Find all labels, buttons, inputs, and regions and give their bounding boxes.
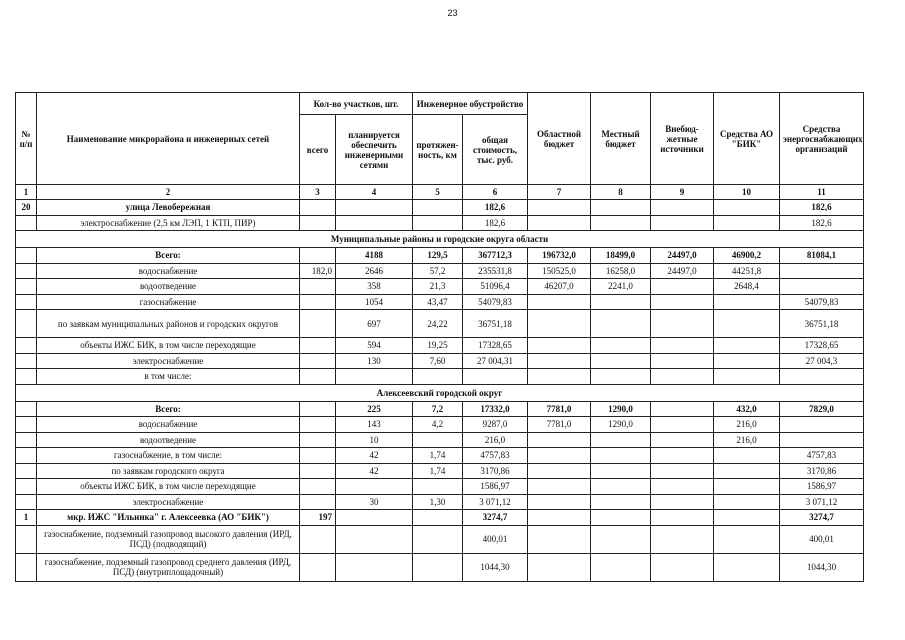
row-value-cell: 2241,0	[591, 279, 651, 295]
row-value-cell	[16, 215, 37, 231]
row-value-cell	[16, 279, 37, 295]
row-value-cell	[336, 215, 413, 231]
row-value-cell: 24497,0	[651, 248, 714, 264]
row-value-cell: 1,74	[413, 463, 463, 479]
row-value-cell: 182,6	[463, 200, 528, 216]
table-row	[16, 369, 864, 385]
row-value-cell: 182,6	[463, 215, 528, 231]
section-row	[16, 231, 864, 248]
row-value-cell	[300, 448, 336, 464]
table-row	[16, 525, 864, 553]
row-value-cell	[528, 310, 591, 338]
row-value-cell: 7781,0	[528, 401, 591, 417]
header-offbudget: Внебюд-жетные источники	[651, 93, 714, 185]
row-value-cell	[651, 215, 714, 231]
row-value-cell: 1586,97	[463, 479, 528, 495]
row-value-cell: 1054	[336, 294, 413, 310]
row-value-cell: 2648,4	[714, 279, 780, 295]
row-value-cell: 21,3	[413, 279, 463, 295]
row-value-cell	[528, 510, 591, 526]
row-name-cell: газоснабжение, подземный газопровод среднего давления (ИРД, ПСД) (внутриплощадочный)	[37, 553, 300, 581]
row-value-cell: 197	[300, 510, 336, 526]
row-value-cell: 1,30	[413, 494, 463, 510]
row-value-cell: 225	[336, 401, 413, 417]
row-value-cell	[16, 248, 37, 264]
row-value-cell	[714, 353, 780, 369]
row-value-cell: 182,6	[780, 215, 864, 231]
row-value-cell	[528, 215, 591, 231]
row-value-cell: 150525,0	[528, 263, 591, 279]
row-value-cell	[591, 525, 651, 553]
financing-table	[15, 92, 864, 582]
row-value-cell	[528, 525, 591, 553]
section-row	[16, 384, 864, 401]
table-row	[16, 401, 864, 417]
row-value-cell: 1044,30	[780, 553, 864, 581]
row-value-cell: 400,01	[780, 525, 864, 553]
header-name: Наименование микрорайона и инженерных сетей	[37, 93, 300, 185]
row-value-cell	[651, 294, 714, 310]
row-value-cell	[300, 338, 336, 354]
row-value-cell: 432,0	[714, 401, 780, 417]
row-value-cell	[651, 369, 714, 385]
row-name-cell: водоснабжение	[37, 263, 300, 279]
row-value-cell: 129,5	[413, 248, 463, 264]
row-value-cell: 400,01	[463, 525, 528, 553]
row-value-cell	[413, 479, 463, 495]
row-value-cell: 18499,0	[591, 248, 651, 264]
row-value-cell: 3274,7	[780, 510, 864, 526]
row-value-cell	[16, 294, 37, 310]
row-value-cell	[16, 263, 37, 279]
row-value-cell: 9287,0	[463, 417, 528, 433]
row-value-cell	[651, 353, 714, 369]
row-value-cell	[714, 369, 780, 385]
row-value-cell	[591, 369, 651, 385]
header-bik-funds: Средства АО "БИК"	[714, 93, 780, 185]
section-title: Муниципальные районы и городские округа области	[16, 231, 864, 248]
row-value-cell: 43,47	[413, 294, 463, 310]
header-regional-budget: Областной бюджет	[528, 93, 591, 185]
row-name-cell: по заявкам городского округа	[37, 463, 300, 479]
row-name-cell: газоснабжение, в том числе:	[37, 448, 300, 464]
row-value-cell: 42	[336, 463, 413, 479]
row-value-cell	[16, 448, 37, 464]
column-numbers-row	[16, 185, 864, 200]
table-row	[16, 510, 864, 526]
row-value-cell	[16, 338, 37, 354]
row-value-cell	[16, 463, 37, 479]
row-value-cell: 1,74	[413, 448, 463, 464]
row-value-cell	[16, 553, 37, 581]
column-number: 10	[714, 185, 780, 200]
row-value-cell: 1586,97	[780, 479, 864, 495]
row-value-cell: 19,25	[413, 338, 463, 354]
row-value-cell: 3274,7	[463, 510, 528, 526]
row-value-cell	[780, 432, 864, 448]
table-row	[16, 353, 864, 369]
row-value-cell	[651, 448, 714, 464]
row-value-cell	[714, 553, 780, 581]
header-plots-group: Кол-во участков, шт.	[300, 93, 413, 115]
row-value-cell: 2646	[336, 263, 413, 279]
row-name-cell: в том числе:	[37, 369, 300, 385]
row-value-cell	[336, 525, 413, 553]
row-value-cell	[16, 479, 37, 495]
row-value-cell	[16, 432, 37, 448]
row-value-cell	[651, 310, 714, 338]
row-value-cell	[300, 248, 336, 264]
table-row	[16, 553, 864, 581]
row-name-cell: водоотведение	[37, 432, 300, 448]
header-plots-planned: планируется обеспечить инженерными сетями	[336, 115, 413, 185]
row-value-cell: 216,0	[463, 432, 528, 448]
row-value-cell: 17328,65	[780, 338, 864, 354]
row-value-cell: 697	[336, 310, 413, 338]
row-value-cell	[591, 200, 651, 216]
row-value-cell	[591, 310, 651, 338]
row-value-cell	[16, 353, 37, 369]
row-value-cell	[591, 494, 651, 510]
row-value-cell: 17332,0	[463, 401, 528, 417]
row-value-cell: 42	[336, 448, 413, 464]
row-value-cell	[413, 215, 463, 231]
row-value-cell	[651, 553, 714, 581]
row-value-cell: 4,2	[413, 417, 463, 433]
row-value-cell	[528, 479, 591, 495]
row-name-cell: мкр. ИЖС "Ильинка" г. Алексеевка (АО "БИК")	[37, 510, 300, 526]
row-value-cell	[528, 448, 591, 464]
row-value-cell	[300, 463, 336, 479]
row-name-cell: Всего:	[37, 401, 300, 417]
row-value-cell	[591, 353, 651, 369]
row-value-cell	[528, 553, 591, 581]
row-value-cell	[780, 263, 864, 279]
row-value-cell	[528, 494, 591, 510]
row-value-cell: 367712,3	[463, 248, 528, 264]
row-value-cell	[300, 369, 336, 385]
row-value-cell: 1290,0	[591, 417, 651, 433]
column-number: 5	[413, 185, 463, 200]
row-value-cell	[300, 215, 336, 231]
row-value-cell: 51096,4	[463, 279, 528, 295]
row-name-cell: электроснабжение (2,5 км ЛЭП, 1 КТП, ПИР)	[37, 215, 300, 231]
row-value-cell: 7829,0	[780, 401, 864, 417]
row-value-cell	[16, 525, 37, 553]
row-value-cell: 4757,83	[780, 448, 864, 464]
header-length: протяжен-ность, км	[413, 115, 463, 185]
row-value-cell	[714, 494, 780, 510]
row-value-cell	[714, 510, 780, 526]
table-row	[16, 215, 864, 231]
row-name-cell: по заявкам муниципальных районов и городских округов	[37, 310, 300, 338]
row-value-cell: 3 071,12	[780, 494, 864, 510]
row-value-cell: 24497,0	[651, 263, 714, 279]
table-row	[16, 494, 864, 510]
row-value-cell	[528, 463, 591, 479]
row-value-cell	[413, 525, 463, 553]
row-value-cell	[714, 479, 780, 495]
row-value-cell	[300, 432, 336, 448]
row-name-cell: газоснабжение, подземный газопровод высокого давления (ИРД, ПСД) (подводящий)	[37, 525, 300, 553]
row-value-cell	[651, 200, 714, 216]
row-value-cell: 4188	[336, 248, 413, 264]
row-value-cell: 358	[336, 279, 413, 295]
row-value-cell	[714, 448, 780, 464]
row-value-cell	[714, 200, 780, 216]
row-value-cell: 30	[336, 494, 413, 510]
table-row	[16, 248, 864, 264]
row-value-cell: 57,2	[413, 263, 463, 279]
row-value-cell	[714, 294, 780, 310]
row-value-cell	[591, 479, 651, 495]
row-value-cell	[591, 215, 651, 231]
table-row	[16, 479, 864, 495]
row-value-cell	[714, 463, 780, 479]
row-value-cell: 594	[336, 338, 413, 354]
row-value-cell: 20	[16, 200, 37, 216]
column-number: 9	[651, 185, 714, 200]
column-number: 8	[591, 185, 651, 200]
row-value-cell: 143	[336, 417, 413, 433]
table-row	[16, 463, 864, 479]
row-value-cell	[591, 553, 651, 581]
row-value-cell: 27 004,31	[463, 353, 528, 369]
row-name-cell: электроснабжение	[37, 353, 300, 369]
row-value-cell	[300, 417, 336, 433]
row-value-cell: 54079,83	[463, 294, 528, 310]
row-name-cell: Всего:	[37, 248, 300, 264]
row-value-cell: 54079,83	[780, 294, 864, 310]
row-value-cell	[413, 369, 463, 385]
header-num: № п/п	[16, 93, 37, 185]
table-row	[16, 310, 864, 338]
column-number: 1	[16, 185, 37, 200]
row-value-cell	[413, 553, 463, 581]
row-value-cell	[336, 510, 413, 526]
row-value-cell	[528, 353, 591, 369]
page-number: 23	[447, 8, 458, 18]
row-value-cell: 4757,83	[463, 448, 528, 464]
row-value-cell	[651, 510, 714, 526]
row-value-cell: 44251,8	[714, 263, 780, 279]
row-value-cell	[780, 279, 864, 295]
row-value-cell	[528, 432, 591, 448]
row-value-cell: 17328,65	[463, 338, 528, 354]
row-value-cell	[528, 338, 591, 354]
row-value-cell	[651, 401, 714, 417]
row-value-cell	[300, 494, 336, 510]
row-value-cell	[16, 310, 37, 338]
row-value-cell	[714, 525, 780, 553]
row-value-cell: 7,60	[413, 353, 463, 369]
row-value-cell	[16, 494, 37, 510]
row-value-cell	[528, 369, 591, 385]
column-number: 6	[463, 185, 528, 200]
row-name-cell: газоснабжение	[37, 294, 300, 310]
row-value-cell	[300, 553, 336, 581]
row-value-cell: 24,22	[413, 310, 463, 338]
row-value-cell	[591, 432, 651, 448]
row-value-cell: 235531,8	[463, 263, 528, 279]
header-energy-funds: Средства энергоснабжающих организаций	[780, 93, 864, 185]
row-value-cell: 27 004,3	[780, 353, 864, 369]
row-value-cell	[591, 294, 651, 310]
row-value-cell	[651, 463, 714, 479]
row-name-cell: объекты ИЖС БИК, в том числе переходящие	[37, 338, 300, 354]
row-value-cell	[651, 479, 714, 495]
row-name-cell: объекты ИЖС БИК, в том числе переходящие	[37, 479, 300, 495]
header-plots-total: всего	[300, 115, 336, 185]
row-value-cell	[336, 200, 413, 216]
row-value-cell	[413, 510, 463, 526]
row-value-cell: 1290,0	[591, 401, 651, 417]
row-value-cell: 1	[16, 510, 37, 526]
table-body	[16, 200, 864, 582]
row-name-cell: водоснабжение	[37, 417, 300, 433]
table-row	[16, 417, 864, 433]
row-value-cell: 36751,18	[780, 310, 864, 338]
row-value-cell	[300, 294, 336, 310]
row-value-cell	[463, 369, 528, 385]
row-value-cell	[591, 463, 651, 479]
column-number: 4	[336, 185, 413, 200]
table-row	[16, 432, 864, 448]
row-value-cell	[413, 200, 463, 216]
row-value-cell	[300, 310, 336, 338]
row-value-cell: 16258,0	[591, 263, 651, 279]
row-value-cell: 7,2	[413, 401, 463, 417]
row-value-cell	[300, 353, 336, 369]
row-value-cell: 216,0	[714, 432, 780, 448]
row-value-cell	[300, 525, 336, 553]
column-number: 11	[780, 185, 864, 200]
table-row	[16, 263, 864, 279]
row-value-cell	[336, 369, 413, 385]
column-number: 2	[37, 185, 300, 200]
row-value-cell	[780, 417, 864, 433]
header-cost: общая стоимость, тыс. руб.	[463, 115, 528, 185]
row-value-cell: 3170,86	[780, 463, 864, 479]
row-value-cell: 46900,2	[714, 248, 780, 264]
row-value-cell: 7781,0	[528, 417, 591, 433]
column-number: 3	[300, 185, 336, 200]
row-value-cell	[651, 494, 714, 510]
row-value-cell	[591, 338, 651, 354]
row-value-cell	[651, 338, 714, 354]
row-value-cell	[591, 510, 651, 526]
row-value-cell	[16, 401, 37, 417]
table-row	[16, 338, 864, 354]
row-value-cell	[300, 279, 336, 295]
row-value-cell	[336, 479, 413, 495]
column-number: 7	[528, 185, 591, 200]
row-value-cell	[714, 215, 780, 231]
row-value-cell: 182,6	[780, 200, 864, 216]
row-value-cell	[300, 401, 336, 417]
row-value-cell	[300, 479, 336, 495]
row-value-cell	[714, 310, 780, 338]
row-value-cell	[528, 294, 591, 310]
row-name-cell: улица Левобережная	[37, 200, 300, 216]
row-value-cell: 3 071,12	[463, 494, 528, 510]
row-value-cell	[16, 369, 37, 385]
row-value-cell: 10	[336, 432, 413, 448]
row-value-cell	[413, 432, 463, 448]
row-value-cell	[651, 417, 714, 433]
table-row	[16, 279, 864, 295]
table-row	[16, 448, 864, 464]
row-value-cell	[651, 279, 714, 295]
row-value-cell	[336, 553, 413, 581]
row-value-cell: 182,0	[300, 263, 336, 279]
row-value-cell	[714, 338, 780, 354]
row-value-cell	[16, 417, 37, 433]
row-value-cell: 81084,1	[780, 248, 864, 264]
row-value-cell: 196732,0	[528, 248, 591, 264]
table-row	[16, 294, 864, 310]
row-name-cell: водоотведение	[37, 279, 300, 295]
row-value-cell	[780, 369, 864, 385]
row-value-cell	[591, 448, 651, 464]
row-value-cell	[651, 525, 714, 553]
row-value-cell: 216,0	[714, 417, 780, 433]
row-name-cell: электроснабжение	[37, 494, 300, 510]
section-title: Алексеевский городской округ	[16, 384, 864, 401]
table-row	[16, 200, 864, 216]
row-value-cell: 130	[336, 353, 413, 369]
row-value-cell: 36751,18	[463, 310, 528, 338]
header-local-budget: Местный бюджет	[591, 93, 651, 185]
row-value-cell	[651, 432, 714, 448]
row-value-cell: 1044,30	[463, 553, 528, 581]
row-value-cell	[300, 200, 336, 216]
row-value-cell: 3170,86	[463, 463, 528, 479]
header-engineering-group: Инженерное обустройство	[413, 93, 528, 115]
row-value-cell	[528, 200, 591, 216]
row-value-cell: 46207,0	[528, 279, 591, 295]
